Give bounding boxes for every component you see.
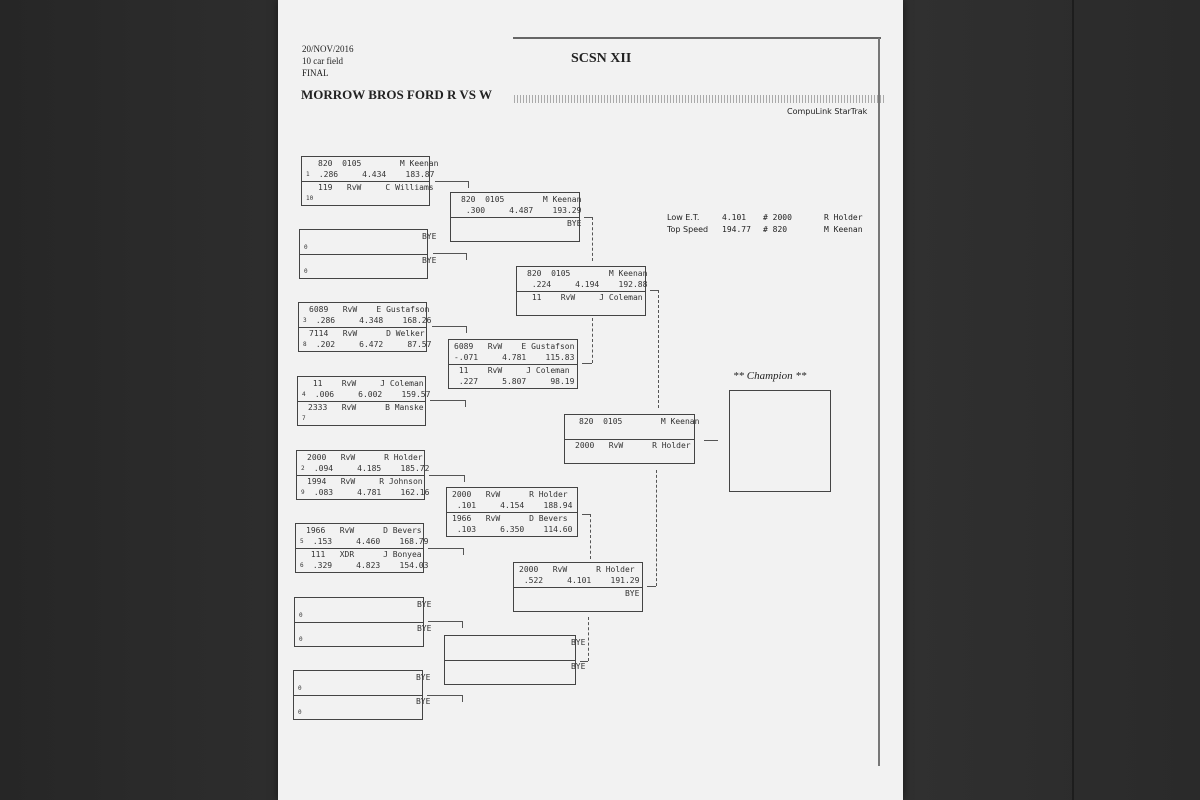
- connector: [582, 514, 590, 515]
- connector: [590, 514, 591, 559]
- matchup-line: .522 4.101 191.29: [519, 576, 640, 585]
- matchup-line: 2333 RvW B Manske: [308, 403, 424, 412]
- matchup-line: 9: [301, 489, 305, 496]
- page-title: SCSN XII: [571, 51, 632, 66]
- bracket-sheet: [278, 0, 903, 800]
- matchup-line: 820 0105 M Keenan: [527, 269, 648, 278]
- matchup-line: 8: [303, 341, 307, 348]
- connector: [588, 617, 589, 661]
- connector: [580, 661, 588, 662]
- matchup-line: BYE: [310, 673, 431, 682]
- matchup-line: .300 4.487 193.29: [461, 206, 582, 215]
- champion-box: [729, 390, 831, 492]
- matchup-line: 1: [306, 171, 310, 178]
- matchup-r1-7: [294, 597, 432, 647]
- matchup-line: 11 RvW J Coleman: [527, 293, 643, 302]
- matchup-line: 1966 RvW D Bevers: [306, 526, 422, 535]
- brand-label: CompuLink StarTrak: [787, 107, 868, 116]
- matchup-r2-3: [446, 487, 578, 537]
- round-name: FINAL: [302, 68, 329, 78]
- matchup-r3-1: [516, 266, 646, 316]
- header-hatch: [514, 95, 884, 103]
- matchup-r1-5: [296, 450, 430, 500]
- matchup-line: 119 RvW C Williams: [318, 183, 434, 192]
- matchup-line: 6089 RvW E Gustafson: [309, 305, 430, 314]
- desk-seam: [1072, 0, 1074, 800]
- matchup-line: 5: [300, 538, 304, 545]
- connector: [704, 440, 718, 441]
- matchup-r2-1: [450, 192, 580, 242]
- matchup-line: .286 4.348 168.26: [311, 316, 432, 325]
- matchup-line: 2: [301, 465, 305, 472]
- matchup-line: BYE: [461, 219, 582, 228]
- event-name: MORROW BROS FORD R VS W: [301, 87, 493, 102]
- matchup-line: .227 5.807 98.19: [454, 377, 575, 386]
- connector: [647, 586, 656, 587]
- low-et-car: # 2000: [763, 213, 792, 222]
- race-date: 20/NOV/2016: [302, 44, 354, 54]
- matchup-line: .083 4.781 162.16: [309, 488, 430, 497]
- connector: [658, 290, 659, 408]
- matchup-line: -.071 4.781 115.83: [454, 353, 575, 362]
- matchup-line: .103 6.350 114.60: [452, 525, 573, 534]
- low-et-driver: R Holder: [824, 213, 863, 222]
- matchup-r2-2: [448, 339, 578, 389]
- connector: [656, 470, 657, 586]
- matchup-r1-3: [298, 302, 432, 352]
- matchup-line: 11 RvW J Coleman: [308, 379, 424, 388]
- matchup-r1-4: [297, 376, 431, 426]
- low-et-label: Low E.T.: [667, 213, 700, 222]
- matchup-line: 11 RvW J Coleman: [454, 366, 570, 375]
- connector: [650, 290, 658, 291]
- matchup-final: [564, 414, 700, 464]
- matchup-line: .286 4.434 183.87: [314, 170, 435, 179]
- connector: [430, 400, 466, 407]
- matchup-r2-4: [444, 635, 586, 685]
- matchup-line: BYE: [311, 600, 432, 609]
- matchup-line: BYE: [310, 697, 431, 706]
- matchup-line: 0: [304, 268, 308, 275]
- matchup-line: 6089 RvW E Gustafson: [454, 342, 575, 351]
- header-rule: [513, 37, 881, 39]
- connector: [432, 326, 467, 333]
- matchup-line: BYE: [465, 638, 586, 647]
- matchup-line: 6: [300, 562, 304, 569]
- matchup-line: 7: [302, 415, 306, 422]
- matchup-line: BYE: [519, 589, 640, 598]
- connector: [429, 475, 465, 482]
- matchup-line: 111 XDR J Bonyea: [306, 550, 422, 559]
- matchup-line: 2000 RvW R Holder: [519, 565, 635, 574]
- matchup-line: .202 6.472 87.57: [311, 340, 432, 349]
- connector: [584, 217, 592, 218]
- matchup-line: .006 6.002 159.57: [310, 390, 431, 399]
- matchup-line: BYE: [465, 662, 586, 671]
- matchup-line: .329 4.823 154.03: [308, 561, 429, 570]
- low-et-value: 4.101: [722, 213, 747, 222]
- matchup-line: .094 4.185 185.72: [309, 464, 430, 473]
- connector: [582, 363, 592, 364]
- connector: [592, 318, 593, 363]
- matchup-line: 4: [302, 391, 306, 398]
- top-speed-value: 194.77: [722, 225, 751, 234]
- matchup-line: BYE: [311, 624, 432, 633]
- connector: [427, 695, 463, 702]
- matchup-r1-8: [293, 670, 431, 720]
- matchup-line: 1994 RvW R Johnson: [307, 477, 423, 486]
- field-size: 10 car field: [302, 56, 343, 66]
- matchup-line: 0: [298, 685, 302, 692]
- matchup-line: 0: [299, 636, 303, 643]
- top-speed-driver: M Keenan: [824, 225, 863, 234]
- connector: [435, 181, 469, 188]
- matchup-line: 820 0105 M Keenan: [318, 159, 439, 168]
- matchup-r3-2: [513, 562, 643, 612]
- matchup-line: .153 4.460 168.79: [308, 537, 429, 546]
- connector: [433, 253, 467, 260]
- matchup-line: 0: [298, 709, 302, 716]
- matchup-line: 0: [304, 244, 308, 251]
- matchup-line: 10: [306, 195, 314, 202]
- matchup-line: BYE: [316, 232, 437, 241]
- matchup-r1-6: [295, 523, 429, 573]
- matchup-line: 0: [299, 612, 303, 619]
- matchup-line: .224 4.194 192.88: [527, 280, 648, 289]
- right-rule: [878, 38, 880, 766]
- matchup-line: 1966 RvW D Bevers: [452, 514, 568, 523]
- connector: [428, 548, 464, 555]
- connector: [592, 217, 593, 261]
- top-speed-car: # 820: [763, 225, 788, 234]
- matchup-line: 7114 RvW D Welker: [309, 329, 425, 338]
- matchup-line: 2000 RvW R Holder: [575, 441, 691, 450]
- matchup-line: 2000 RvW R Holder: [307, 453, 423, 462]
- matchup-r1-2: [299, 229, 437, 279]
- matchup-line: 2000 RvW R Holder: [452, 490, 568, 499]
- matchup-line: .101 4.154 188.94: [452, 501, 573, 510]
- connector: [428, 621, 463, 628]
- top-speed-label: Top Speed: [667, 225, 709, 234]
- matchup-line: 820 0105 M Keenan: [461, 195, 582, 204]
- matchup-r1-1: [301, 156, 439, 206]
- matchup-line: 820 0105 M Keenan: [579, 417, 700, 426]
- matchup-line: 3: [303, 317, 307, 324]
- champion-label: ** Champion **: [733, 370, 807, 382]
- matchup-line: BYE: [316, 256, 437, 265]
